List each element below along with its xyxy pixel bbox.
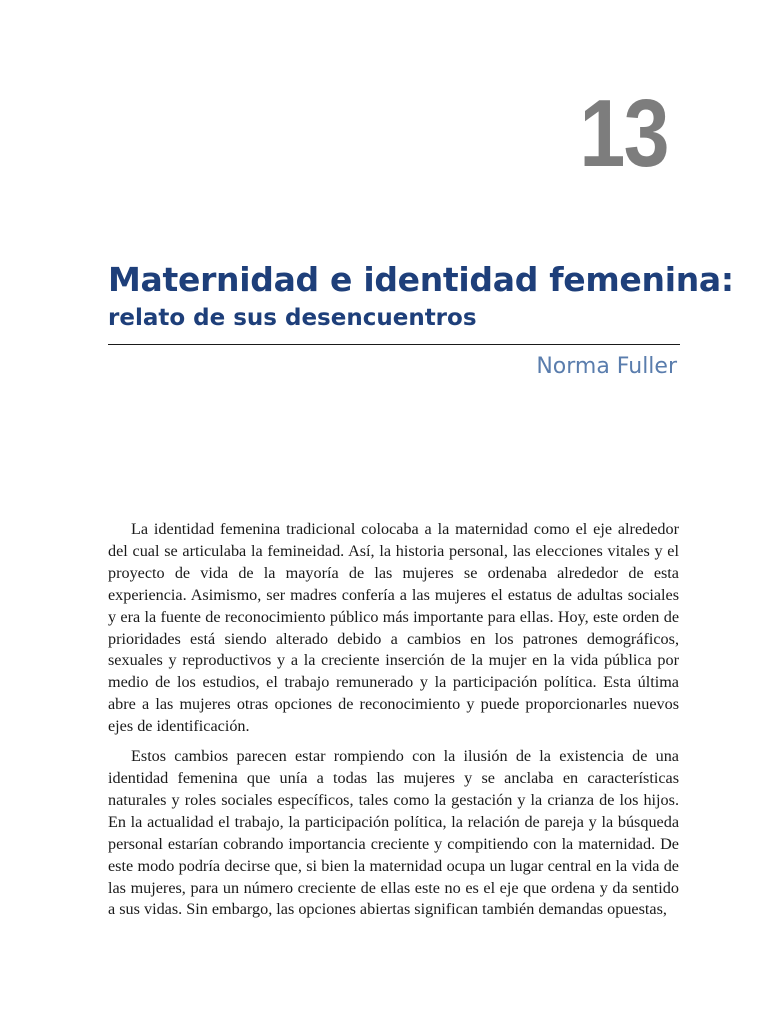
body-text <box>108 519 679 929</box>
chapter-subtitle: relato de sus desencuentros <box>108 305 477 331</box>
chapter-title: Maternidad e identidad femenina: <box>108 260 734 299</box>
title-divider <box>108 344 680 345</box>
chapter-title-block <box>108 258 734 334</box>
body-paragraph: Estos cambios parecen estar rompiendo con la ilusión de la existencia de una identidad femenina que unía a todas las mujeres y se anclaba en características naturales y roles sociales específicos, tales como la gestación y la crianza de los hijos. En la actualidad el trabajo, la participación política, la relación de pareja y la búsqueda personal estarían cobrando importancia creciente y compitiendo con la maternidad. De este modo podría decirse que, si bien la maternidad ocupa un lugar central en la vida de las mujeres, para un número creciente de ellas este no es el eje que ordena y da sentido a sus vidas. Sin embargo, las opciones abiertas significan también demandas opuestas, <box>108 747 679 919</box>
body-paragraph: La identidad femenina tradicional colocaba a la maternidad como el eje alrededor del cual se articulaba la femineidad. Así, la historia personal, las elecciones vitales y el proyecto de vida de la mayoría de las mujeres se ordenaba alrededor de esta experiencia. Asimismo, ser madres confería a las mujeres el estatus de adultas sociales y era la fuente de reconocimiento público más importante para ellas. Hoy, este orden de prioridades está siendo alterado debido a cambios en los patrones demográficos, sexuales y reproductivos y a la creciente inserción de la mujer en la vida pública por medio de los estudios, el trabajo remunerado y la participación política. Esta última abre a las mujeres otras opciones de reconocimiento y puede proporcionarles nuevos ejes de identificación. <box>108 520 679 736</box>
author-name: Norma Fuller <box>536 354 677 379</box>
chapter-number: 13 <box>579 80 668 187</box>
